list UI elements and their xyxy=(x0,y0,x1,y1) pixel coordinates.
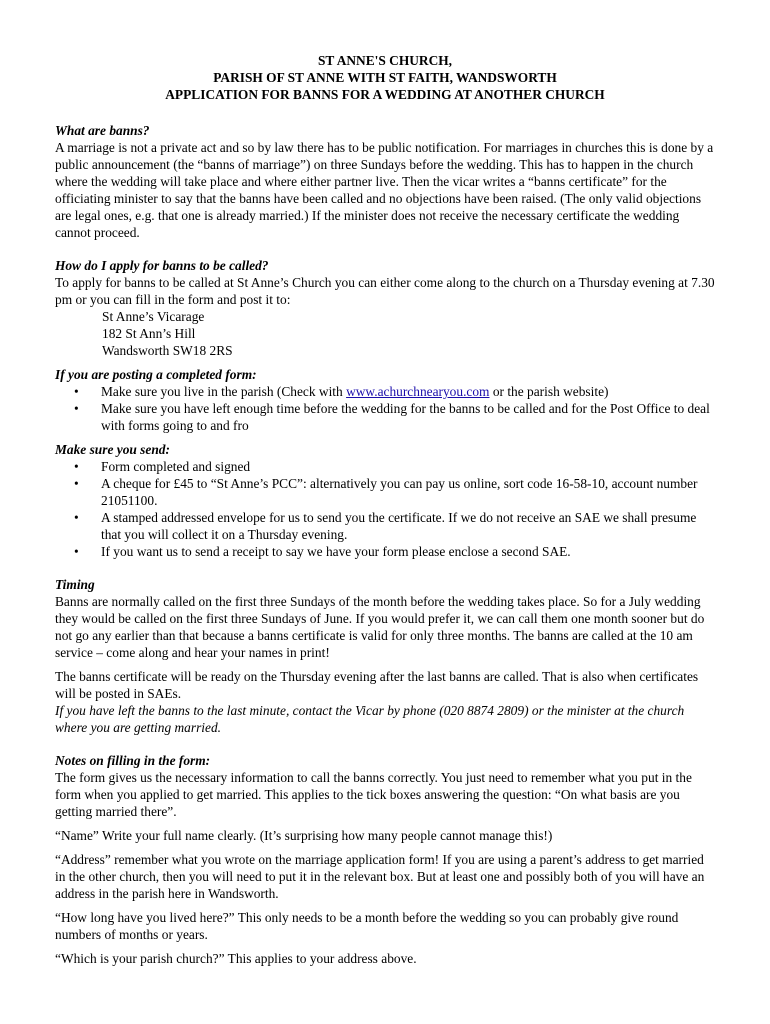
section-what-are-banns xyxy=(55,122,715,241)
list-item: • A cheque for £45 to “St Anne’s PCC”: alternatively you can pay us online, sort code 16-58-10, account number 21051100. xyxy=(74,476,698,508)
section-notes xyxy=(55,752,715,967)
banns-body: A marriage is not a private act and so by law there has to be public notification. For marriages in churches this is done by a public announcement (the “banns of marriage”) on three Sundays before the wedding. This has to happen in the church where the wedding will take place and where either partner live. Then the vicar writes a “banns certificate” for the officiating minister to say that the banns have been called and no objections have been raised. (The only valid objections are legal ones, e.g. that one is already married.) If the minister does not receive the necessary certificate the wedding cannot proceed. xyxy=(55,140,714,240)
bullet-icon: • xyxy=(74,384,79,399)
section-send xyxy=(55,441,715,560)
apply-body: To apply for banns to be called at St Anne’s Church you can either come along to the church on a Thursday evening at 7.30 pm or you can fill in the form and post it to: xyxy=(55,275,715,307)
notes-paragraph-1: The form gives us the necessary information to call the banns correctly. You just need to remember what you put in the form when you applied to get married. This applies to the tick boxes answering the question: “On what basis are you getting married there”. xyxy=(55,770,692,819)
heading-how-to-apply: How do I apply for banns to be called? xyxy=(55,258,269,273)
achurchnearyou-link[interactable]: www.achurchnearyou.com xyxy=(346,384,490,399)
document-title xyxy=(55,52,715,103)
title-line-3: APPLICATION FOR BANNS FOR A WEDDING AT ANOTHER CHURCH xyxy=(165,87,605,102)
address-line-3: Wandsworth SW18 2RS xyxy=(102,343,233,358)
heading-notes: Notes on filling in the form: xyxy=(55,753,211,768)
heading-what-are-banns: What are banns? xyxy=(55,123,150,138)
list-item: • A stamped addressed envelope for us to send you the certificate. If we do not receive an SAE we shall presume that you will collect it on a Thursday evening. xyxy=(74,510,697,542)
heading-posting: If you are posting a completed form: xyxy=(55,367,257,382)
title-line-2: PARISH OF ST ANNE WITH ST FAITH, WANDSWORTH xyxy=(213,70,557,85)
address-line-1: St Anne’s Vicarage xyxy=(102,309,205,324)
send-list xyxy=(55,458,715,560)
bullet-icon: • xyxy=(74,510,79,525)
section-timing xyxy=(55,576,715,736)
notes-paragraph-3: “Address” remember what you wrote on the marriage application form! If you are using a parent’s address to get married in the other church, then you will need to put it in the relevant box. But at least one and possibly both of you will have an address in the parish here in Wandsworth. xyxy=(55,852,705,901)
list-item: • If you want us to send a receipt to say we have your form please enclose a second SAE. xyxy=(74,544,571,559)
bullet-icon: • xyxy=(74,401,79,416)
vicarage-address xyxy=(55,308,715,359)
title-line-1: ST ANNE'S CHURCH, xyxy=(317,53,453,68)
timing-paragraph-1: Banns are normally called on the first three Sundays of the month before the wedding takes place. So for a July wedding they would be called on the first three Sundays of June. If you would prefer it, we can call them one month sooner but do not go any earlier than that because a banns certificate is valid for only three months. The banns are called at the 10 am service – come along and hear your names in print! xyxy=(55,594,705,660)
bullet-icon: • xyxy=(74,459,79,474)
address-line-2: 182 St Ann’s Hill xyxy=(102,326,196,341)
notes-paragraph-2: “Name” Write your full name clearly. (It’s surprising how many people cannot manage this!) xyxy=(55,828,553,843)
section-posting xyxy=(55,366,715,434)
timing-paragraph-2: The banns certificate will be ready on the Thursday evening after the last banns are called. That is also when certificates will be posted in SAEs. xyxy=(55,669,699,701)
bullet-icon: • xyxy=(74,476,79,491)
heading-send: Make sure you send: xyxy=(55,442,170,457)
posting-list xyxy=(55,383,715,434)
heading-timing: Timing xyxy=(55,577,95,592)
notes-paragraph-4: “How long have you lived here?” This only needs to be a month before the wedding so you can probably give round numbers of months or years. xyxy=(55,910,679,942)
document-page xyxy=(55,52,715,967)
notes-paragraph-5: “Which is your parish church?” This applies to your address above. xyxy=(55,951,417,966)
timing-paragraph-3: If you have left the banns to the last minute, contact the Vicar by phone (020 8874 2809) or the minister at the church where you are getting married. xyxy=(55,703,685,735)
bullet-icon: • xyxy=(74,544,79,559)
list-item: • Form completed and signed xyxy=(74,459,251,474)
list-item: • Make sure you have left enough time before the wedding for the banns to be called and for the Post Office to deal with forms going to and fro xyxy=(74,401,710,433)
list-item: • Make sure you live in the parish (Check with www.achurchnearyou.com or the parish website) xyxy=(74,384,609,399)
section-how-to-apply xyxy=(55,257,715,359)
